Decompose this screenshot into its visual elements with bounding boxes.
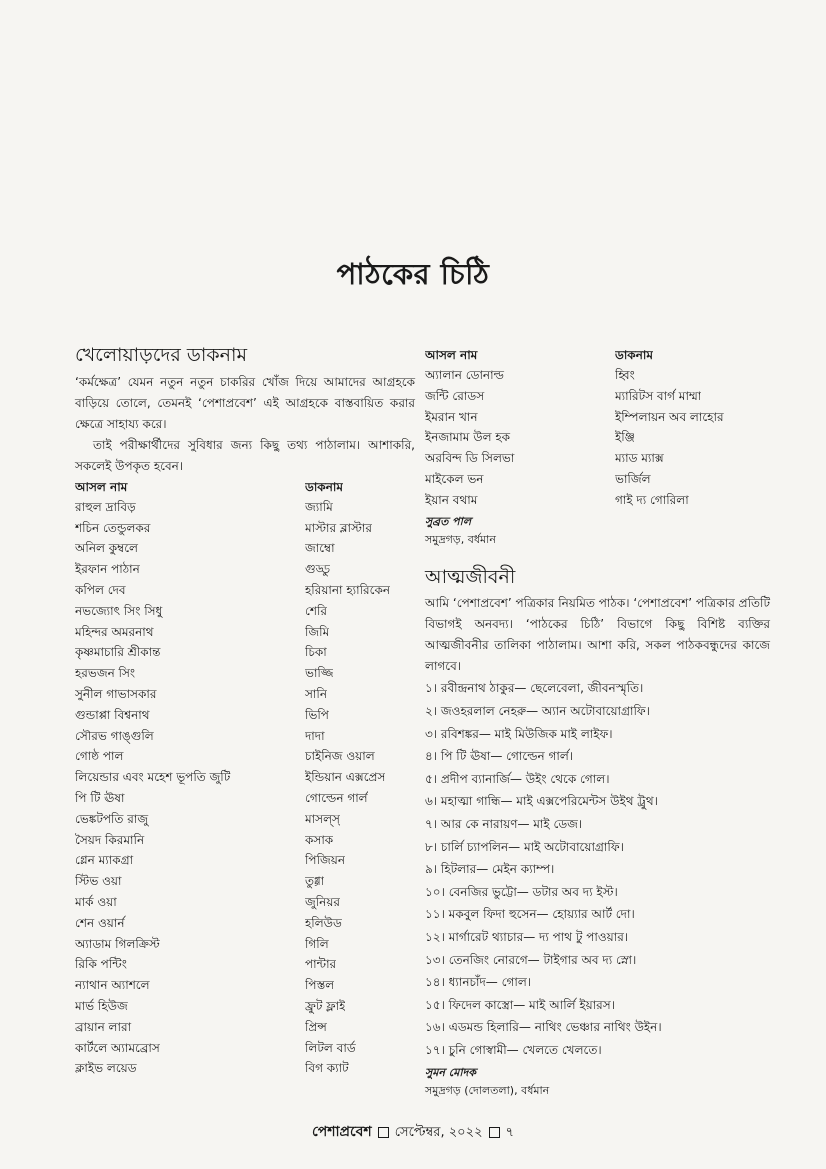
table-row <box>75 830 415 851</box>
real-name-cell: ইনজামাম উল হক <box>425 430 511 445</box>
sender-place: সমুদ্রগড় (দোলতলা), বর্ধমান <box>425 1083 550 1097</box>
table-row <box>425 427 770 448</box>
list-item: ১৩। তেনজিং নোরগে— টাইগার অব দ্য স্নো। <box>425 952 637 967</box>
real-name-cell: ইমরান খান <box>425 409 478 424</box>
nickname-cell: জাম্বো <box>305 541 335 556</box>
col-header-nickname: ডাকনাম <box>615 348 654 362</box>
table-row <box>425 448 770 469</box>
table-header-row <box>425 345 770 365</box>
table-row <box>425 469 770 490</box>
real-name-cell: স্টিভ ওয়া <box>75 874 122 889</box>
nicknames-table-continued <box>425 345 770 511</box>
list-item: ১০। বেনজির ভুট্টো— ডটার অব দ্য ইস্ট। <box>425 884 618 899</box>
table-row <box>75 601 415 622</box>
list-item: ৭। আর কে নারায়ণ— মাই ডেজ। <box>425 817 583 832</box>
nickname-cell: ভার্জিল <box>615 471 651 486</box>
nickname-cell: চাইনিজ ওয়াল <box>305 749 375 764</box>
table-row <box>75 726 415 747</box>
nickname-cell: ভিপি <box>305 707 329 722</box>
nickname-cell: জ্যামি <box>305 499 333 514</box>
nickname-cell: দাদা <box>305 728 325 743</box>
real-name-cell: মার্ক ওয়া <box>75 895 117 910</box>
nickname-cell: ম্যাড ম্যাক্স <box>615 451 664 466</box>
nickname-cell: জুনিয়র <box>305 895 341 910</box>
table-row <box>75 1017 415 1038</box>
list-item: ৯। হিটলার— মেইন ক্যাম্প। <box>425 862 555 877</box>
table-row <box>75 892 415 913</box>
table-row <box>75 518 415 539</box>
table-header-row <box>75 477 415 497</box>
real-name-cell: কৃষ্ণমাচারি শ্রীকান্ত <box>75 645 161 660</box>
list-item: ১৬। এডমন্ড হিলারি— নাথিং ভেঞ্চার নাথিং উইন। <box>425 1020 662 1035</box>
real-name-cell: কার্টলে অ্যামব্রোস <box>75 1040 160 1055</box>
right-column <box>425 345 770 1100</box>
nickname-cell: গিলি <box>305 936 329 951</box>
nickname-cell: ইঞ্জি <box>615 430 635 445</box>
real-name-cell: জন্টি রোডস <box>425 388 485 403</box>
list-item: ২। জওহরলাল নেহরু— অ্যান অটোবায়োগ্রাফি। <box>425 704 650 719</box>
table-row <box>75 497 415 518</box>
real-name-cell: ভেঙ্কটপতি রাজু <box>75 811 149 826</box>
square-separator-icon <box>378 1127 389 1138</box>
nickname-cell: মাস্টার ব্লাস্টার <box>305 520 373 535</box>
nickname-cell: হলিউড <box>305 915 342 930</box>
sender-place: সমুদ্রগড়, বর্ধমান <box>425 532 496 546</box>
real-name-cell: গুন্ডাপ্পা বিশ্বনাথ <box>75 707 150 722</box>
issue-date: সেপ্টেম্বর, ২০২২ <box>394 1125 483 1140</box>
nickname-cell: ফ্রুট ফ্লাই <box>305 999 346 1014</box>
table-row <box>75 580 415 601</box>
table-row <box>425 365 770 386</box>
nicknames-table <box>75 477 415 1079</box>
table-row <box>75 913 415 934</box>
page-title: পাঠকের চিঠি <box>336 257 490 291</box>
table-row <box>75 622 415 643</box>
list-item: ১১। মকবুল ফিদা হুসেন— হোয়্যার আর্ট দো। <box>425 907 635 922</box>
real-name-cell: ইরফান পাঠান <box>75 562 140 577</box>
page-number: ৭ <box>505 1125 514 1140</box>
nickname-cell: ইন্ডিয়ান এক্সপ্রেস <box>305 770 386 785</box>
table-row <box>75 954 415 975</box>
table-row <box>75 934 415 955</box>
list-item: ৬। মহাত্মা গান্ধি— মাই এক্সপেরিমেন্টস উইথ ট্রুথ। <box>425 794 658 809</box>
autobiography-heading: আত্মজীবনী <box>425 565 516 588</box>
square-separator-icon <box>489 1127 500 1138</box>
table-row <box>75 1038 415 1059</box>
table-row <box>75 559 415 580</box>
real-name-cell: মহিন্দর অমরনাথ <box>75 624 154 639</box>
real-name-cell: শচিন তেন্ডুলকর <box>75 520 151 535</box>
table-row <box>75 788 415 809</box>
nicknames-section <box>75 345 415 1079</box>
table-row <box>75 684 415 705</box>
nickname-cell: মাসল্স্ <box>305 811 340 826</box>
real-name-cell: অ্যালান ডোনাল্ড <box>425 368 504 382</box>
real-name-cell: ন্যাথান অ্যাশলে <box>75 978 150 993</box>
autobiography-list <box>425 677 770 1061</box>
nickname-cell: জিমি <box>305 624 330 639</box>
nickname-cell: তুগ্গা <box>305 874 325 889</box>
table-row <box>75 871 415 892</box>
real-name-cell: ইয়ান বথাম <box>425 492 478 507</box>
col-header-real-name: আসল নাম <box>425 348 478 362</box>
list-item: ১৭। চুনি গোস্বামী— খেলতে খেলতে। <box>425 1042 602 1057</box>
autobiography-intro: আমি ‘পেশাপ্রবেশ’ পত্রিকার নিয়মিত পাঠক। ‘পেশাপ্রবেশ’ পত্রিকার প্রতিটি বিভাগই অনবদ্য। ‘পাঠকের চিঠি’ বিভাগে কিছু বিশিষ্ট ব্যক্তির আত্মজীবনীর তালিকা পাঠালাম। আশা করি, সকল পাঠকবন্ধুদের কাজে লাগবে। <box>425 596 770 674</box>
table-row <box>75 746 415 767</box>
nickname-cell: গোল্ডেন গার্ল <box>305 791 368 806</box>
real-name-cell: রাহুল দ্রাবিড় <box>75 499 136 514</box>
real-name-cell: কপিল দেব <box>75 583 126 598</box>
real-name-cell: সৌরভ গাঙ্গুলি <box>75 728 154 743</box>
table-row <box>75 642 415 663</box>
table-row <box>75 1058 415 1079</box>
nickname-cell: গুড্ডু <box>305 562 331 577</box>
real-name-cell: পি টি ঊষা <box>75 791 125 806</box>
nickname-cell: সানি <box>305 687 328 702</box>
real-name-cell: লিয়েন্ডার এবং মহেশ ভূপতি জুটি <box>75 770 231 785</box>
table-row <box>75 975 415 996</box>
col-header-nickname: ডাকনাম <box>305 479 344 494</box>
real-name-cell: রিকি পন্টিং <box>75 957 127 972</box>
list-item: ৮। চার্লি চ্যাপলিন— মাই অটোবায়োগ্রাফি। <box>425 839 624 854</box>
nickname-cell: পিস্তল <box>305 978 335 993</box>
list-item: ১। রবীন্দ্রনাথ ঠাকুর— ছেলেবেলা, জীবনস্মৃতি। <box>425 681 644 696</box>
real-name-cell: গ্লেন ম্যাকগ্রা <box>75 853 134 868</box>
real-name-cell: অ্যাডাম গিলক্রিস্ট <box>75 936 160 951</box>
nickname-cell: ইম্পিলায়ন অব লাহোর <box>615 409 724 424</box>
page-footer <box>0 1120 826 1144</box>
real-name-cell: হরভজন সিং <box>75 666 136 681</box>
list-item: ১৫। ফিদেল কাস্ত্রো— মাই আর্লি ইয়ারস। <box>425 997 616 1012</box>
table-row <box>75 996 415 1017</box>
real-name-cell: অরবিন্দ ডি সিলভা <box>425 451 515 466</box>
col-header-real-name: আসল নাম <box>75 479 128 494</box>
nicknames-intro-1: ‘কর্মক্ষেত্র’ যেমন নতুন নতুন চাকরির খোঁজ দিয়ে আমাদের আগ্রহকে বাড়িয়ে তোলে, তেমনই ‘পেশাপ্রবেশ’ এই আগ্রহকে বাস্তবায়িত করার ক্ষেত্রে সাহায্য করে। <box>75 374 415 431</box>
list-item: ১২। মার্গারেট থ্যাচার— দ্য পাথ টু পাওয়ার। <box>425 930 629 944</box>
nickname-cell: পিজিয়ন <box>305 853 345 868</box>
nickname-cell: ভাজ্জি <box>305 666 334 681</box>
table-row <box>425 386 770 407</box>
table-row <box>425 407 770 428</box>
table-row <box>75 663 415 684</box>
nickname-cell: চিকা <box>305 645 327 660</box>
sender-name: সুমন মোদক <box>425 1065 477 1079</box>
nickname-cell: কসাক <box>305 832 334 847</box>
real-name-cell: গোষ্ঠ পাল <box>75 749 124 764</box>
nickname-cell: বিগ ক্যাট <box>305 1061 349 1076</box>
nicknames-heading: খেলোয়াড়দের ডাকনাম <box>75 344 248 366</box>
table-row <box>75 850 415 871</box>
real-name-cell: সৈয়দ কিরমানি <box>75 832 145 847</box>
table-row <box>75 538 415 559</box>
list-item: ৫। প্রদীপ ব্যানার্জি— উইং থেকে গোল। <box>425 771 610 786</box>
nickname-cell: ম্যারিটস বার্গ মাম্মা <box>615 388 702 403</box>
real-name-cell: মাইকেল ভন <box>425 471 484 486</box>
real-name-cell: মার্ভ হিউজ <box>75 999 128 1014</box>
real-name-cell: ক্লাইভ লয়েড <box>75 1061 137 1076</box>
list-item: ৪। পি টি ঊষা— গোল্ডেন গার্ল। <box>425 749 574 764</box>
table-row <box>75 809 415 830</box>
table-row <box>75 705 415 726</box>
nickname-cell: পান্টার <box>305 957 337 972</box>
table-row <box>425 490 770 511</box>
nicknames-intro-2: তাই পরীক্ষার্থীদের সুবিধার জন্য কিছু তথ্য পাঠালাম। আশাকরি, সকলেই উপকৃত হবেন। <box>75 437 415 473</box>
list-item: ১৪। ধ্যানচাঁদ— গোল। <box>425 975 532 990</box>
real-name-cell: নভজ্যোৎ সিং সিধু <box>75 603 163 618</box>
magazine-name: পেশাপ্রবেশ <box>312 1124 372 1140</box>
nickname-cell: শেরি <box>305 603 328 618</box>
real-name-cell: শেন ওয়ার্ন <box>75 915 125 930</box>
nickname-cell: প্রিন্স <box>305 1019 327 1034</box>
real-name-cell: সুনীল গাভাসকার <box>75 687 157 702</box>
sender-name: সুব্রত পাল <box>425 514 472 528</box>
nickname-cell: লিটল বার্ড <box>305 1040 356 1055</box>
list-item: ৩। রবিশঙ্কর— মাই মিউজিক মাই লাইফ। <box>425 726 613 741</box>
real-name-cell: অনিল কুম্বলে <box>75 541 138 556</box>
real-name-cell: ব্রায়ান লারা <box>75 1019 132 1034</box>
table-row <box>75 767 415 788</box>
nickname-cell: গাই দ্য গোরিলা <box>615 492 689 507</box>
nickname-cell: হ্বিং <box>615 368 635 382</box>
nickname-cell: হরিয়ানা হ্যারিকেন <box>305 583 391 598</box>
